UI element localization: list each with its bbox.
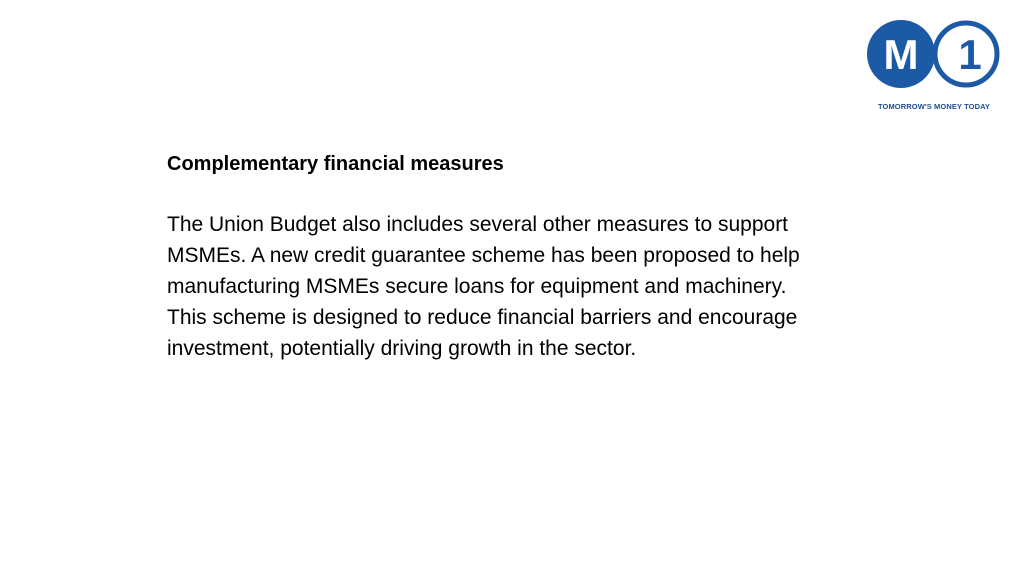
logo-letter: M [883, 31, 919, 78]
logo-tagline: TOMORROW'S MONEY TODAY [877, 102, 991, 111]
slide-content [167, 150, 807, 364]
m1-logo-mark [864, 16, 1004, 102]
slide-heading: Complementary financial measures [167, 153, 504, 175]
m1-logo [864, 16, 1004, 120]
slide-body: The Union Budget also includes several other measures to support MSMEs. A new credit guarantee scheme has been proposed to help manufacturing MSMEs secure loans for equipment and machinery. This scheme is designed to reduce financial barriers and encourage investment, potentially driving growth in the sector. [167, 213, 800, 360]
logo-number: 1 [958, 31, 982, 78]
